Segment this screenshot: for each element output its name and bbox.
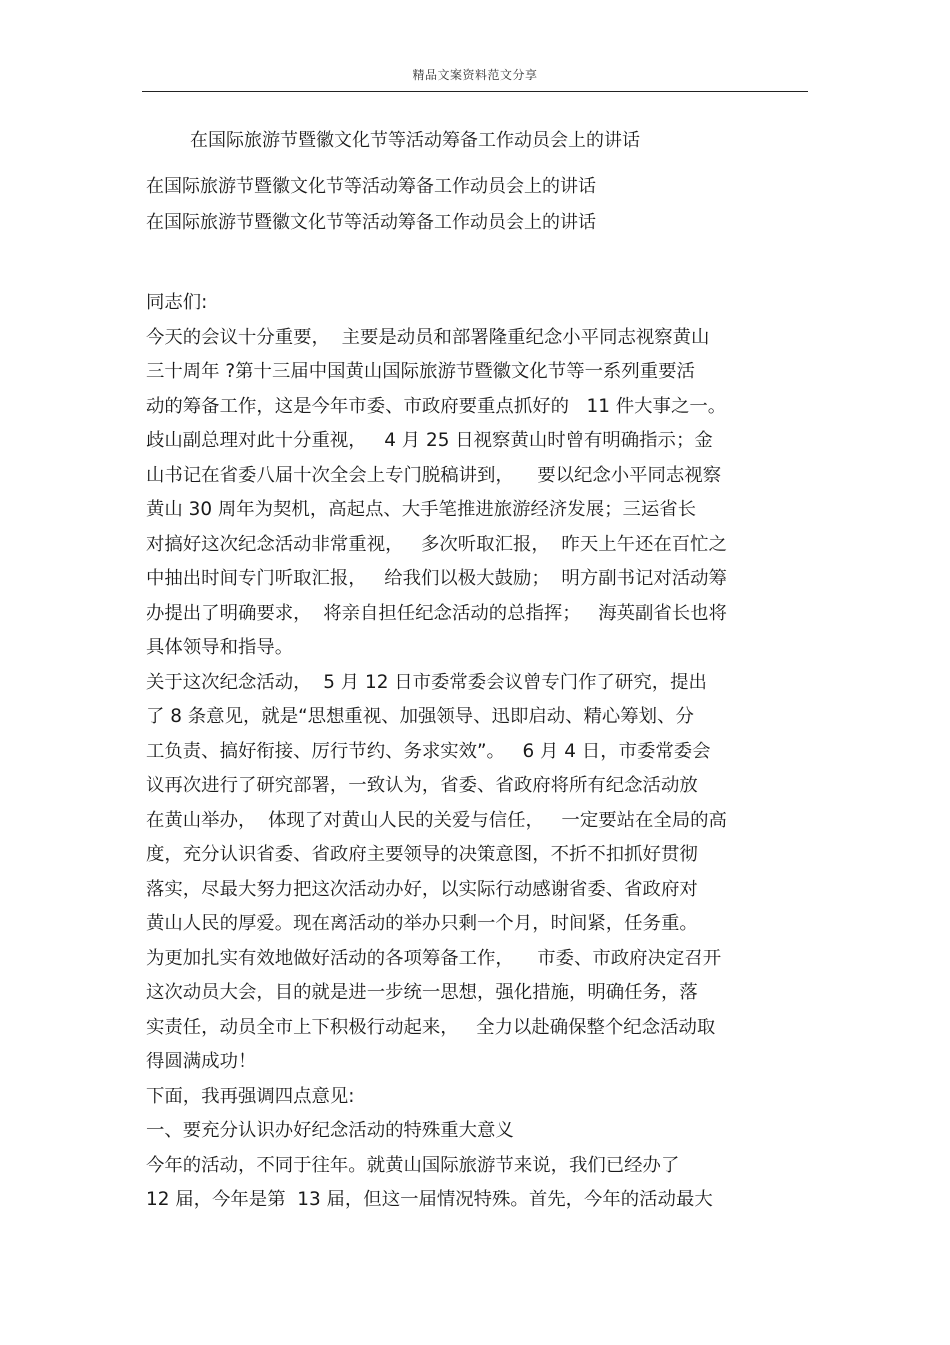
body-line: 黄山 30 周年为契机，高起点、大手笔推进旅游经济发展；三运省长 — [146, 499, 697, 520]
body-line: 12 届，今年是第 13 届，但这一届情况特殊。首先，今年的活动最大 — [146, 1189, 713, 1210]
document-title: 在国际旅游节暨徽文化节等活动筹备工作动员会上的讲话 — [190, 130, 640, 151]
body-line: 议再次进行了研究部署，一致认为，省委、省政府将所有纪念活动放 — [146, 775, 698, 796]
body-line: 为更加扎实有效地做好活动的各项筹备工作， 市委、市政府决定召开 — [146, 947, 722, 969]
body-line: 同志们: — [146, 292, 208, 313]
body-line: 在黄山举办， 体现了对黄山人民的关爱与信任， 一定要站在全局的高 — [146, 809, 727, 831]
body-line: 度，充分认识省委、省政府主要领导的决策意图，不折不扣抓好贯彻 — [146, 844, 698, 865]
body-line: 得圆满成功！ — [146, 1051, 257, 1072]
body-line: 中抽出时间专门听取汇报， 给我们以极大鼓励； 明方副书记对活动筹 — [146, 568, 727, 589]
body-line: 歧山副总理对此十分重视， 4 月 25 日视察黄山时曾有明确指示；金 — [146, 430, 713, 451]
body-line: 动的筹备工作，这是今年市委、市政府要重点抓好的 11 件大事之一。 — [146, 395, 727, 417]
body-line: 山书记在省委八届十次全会上专门脱稿讲到， 要以纪念小平同志视察 — [146, 464, 722, 486]
body-line: 这次动员大会，目的就是进一步统一思想，强化措施，明确任务，落 — [146, 982, 698, 1003]
body-line: 关于这次纪念活动， 5 月 12 日市委常委会议曾专门作了研究，提出 — [146, 671, 707, 693]
document-subtitle-1: 在国际旅游节暨徽文化节等活动筹备工作动员会上的讲话 — [146, 176, 596, 197]
body-line: 了 8 条意见，就是“思想重视、加强领导、迅即启动、精心筹划、分 — [146, 706, 694, 727]
body-line: 落实，尽最大努力把这次活动办好，以实际行动感谢省委、省政府对 — [146, 878, 698, 900]
header-divider — [142, 91, 808, 92]
body-line: 工负责、搞好衔接、厉行节约、务求实效”。 6 月 4 日，市委常委会 — [146, 740, 711, 762]
body-line: 今年的活动，不同于往年。就黄山国际旅游节来说，我们已经办了 — [146, 1154, 680, 1176]
section-heading: 一、要充分认识办好纪念活动的特殊重大意义 — [146, 1120, 514, 1141]
body-line: 办提出了明确要求， 将亲自担任纪念活动的总指挥； 海英副省长也将 — [146, 602, 727, 624]
page-header: 精品文案资料范文分享 — [412, 68, 538, 82]
body-line: 实责任，动员全市上下积极行动起来， 全力以赴确保整个纪念活动取 — [146, 1016, 716, 1038]
document-subtitle-2: 在国际旅游节暨徽文化节等活动筹备工作动员会上的讲话 — [146, 212, 596, 233]
document-body — [146, 286, 816, 1218]
body-line: 三十周年 ?第十三届中国黄山国际旅游节暨徽文化节等一系列重要活 — [146, 361, 695, 382]
body-line: 具体领导和指导。 — [146, 637, 294, 658]
body-line: 对搞好这次纪念活动非常重视， 多次听取汇报， 昨天上午还在百忙之 — [146, 533, 727, 555]
body-line: 黄山人民的厚爱。现在离活动的举办只剩一个月，时间紧，任务重。 — [146, 913, 698, 934]
body-line: 今天的会议十分重要， 主要是动员和部署隆重纪念小平同志视察黄山 — [146, 326, 710, 348]
body-line: 下面，我再强调四点意见: — [146, 1085, 355, 1107]
